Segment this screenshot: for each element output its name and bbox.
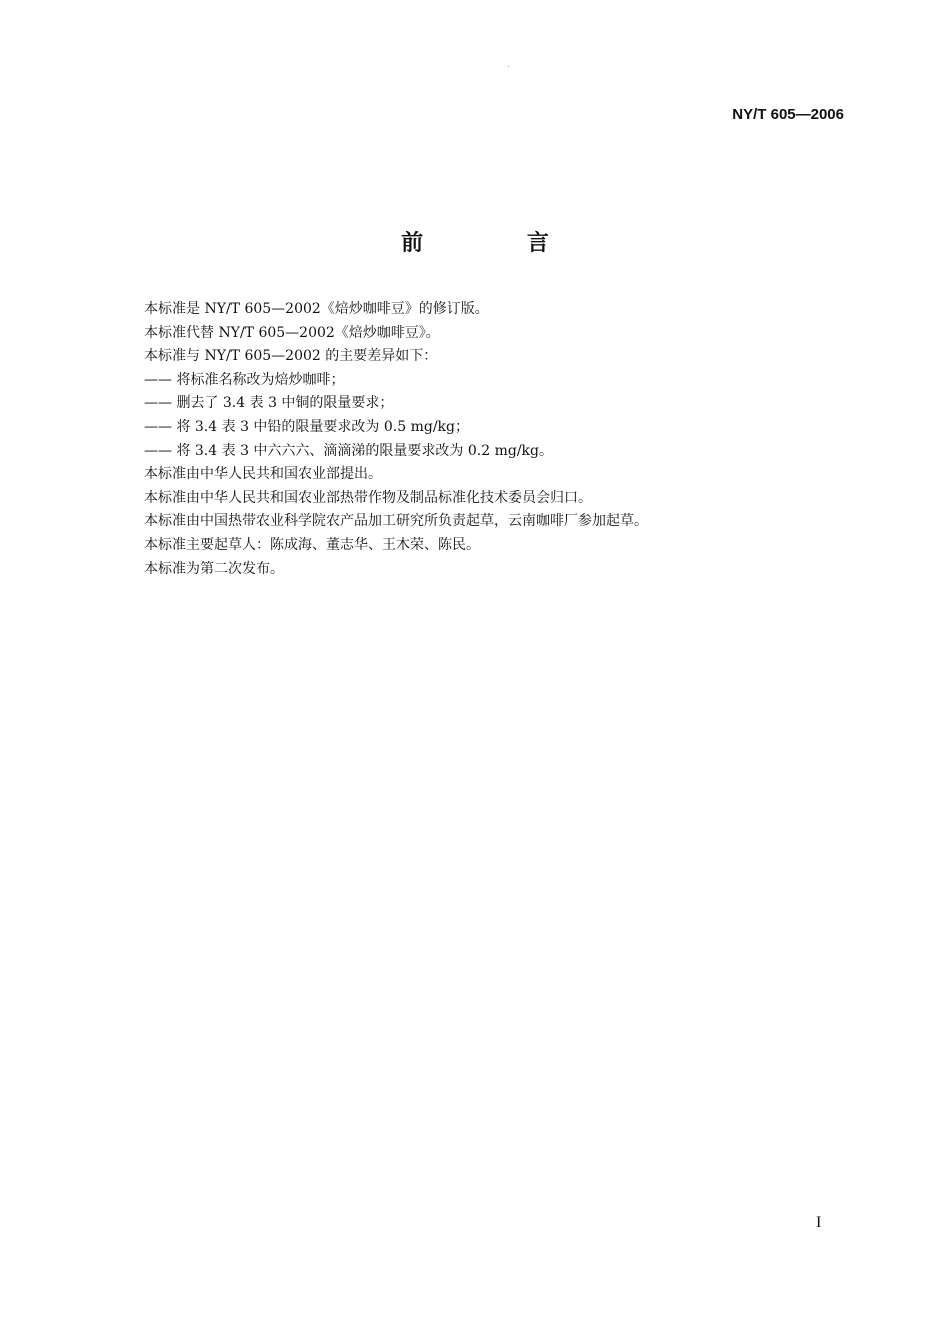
paragraph-proposed-by: 本标准由中华人民共和国农业部提出。 xyxy=(144,466,382,483)
foreword-body xyxy=(144,298,844,581)
page-number: I xyxy=(816,1214,822,1231)
paragraph-centralized-by: 本标准由中华人民共和国农业部热带作物及制品标准化技术委员会归口。 xyxy=(144,489,592,506)
difference-item: —— 将 3.4 表 3 中铅的限量要求改为 0.5 mg/kg； xyxy=(144,418,469,435)
paragraph-drafted-by: 本标准由中国热带农业科学院农产品加工研究所负责起草，云南咖啡厂参加起草。 xyxy=(144,513,648,530)
paragraph-replaces: 本标准代替 NY/T 605—2002《焙炒咖啡豆》。 xyxy=(144,324,440,341)
paragraph-main-drafters: 本标准主要起草人：陈成海、董志华、王木荣、陈民。 xyxy=(144,536,480,553)
page-title: 前 言 xyxy=(401,231,597,256)
difference-item: —— 删去了 3.4 表 3 中铜的限量要求； xyxy=(144,395,394,412)
scan-speck xyxy=(508,66,509,67)
difference-item: —— 将 3.4 表 3 中六六六、滴滴涕的限量要求改为 0.2 mg/kg。 xyxy=(144,442,553,459)
standard-code: NY/T 605—2006 xyxy=(732,106,844,123)
paragraph-revision-note: 本标准是 NY/T 605—2002《焙炒咖啡豆》的修订版。 xyxy=(144,301,489,317)
paragraph-release-count: 本标准为第二次发布。 xyxy=(144,560,284,577)
difference-item: —— 将标准名称改为焙炒咖啡； xyxy=(144,371,345,388)
paragraph-differences-intro: 本标准与 NY/T 605—2002 的主要差异如下： xyxy=(144,348,438,365)
